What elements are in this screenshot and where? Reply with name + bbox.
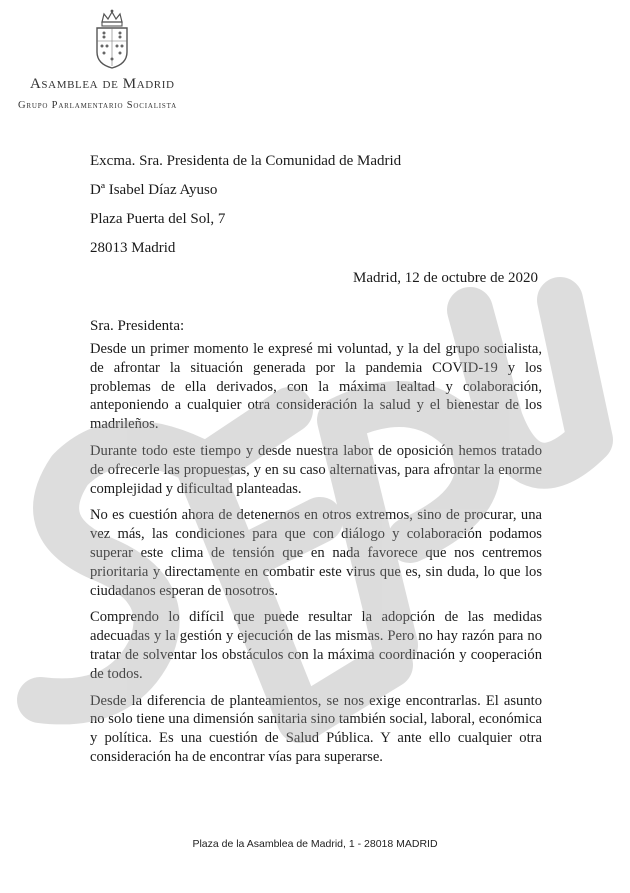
crest-icon bbox=[90, 8, 134, 70]
address-line: 28013 Madrid bbox=[90, 240, 176, 256]
group-name: Grupo Parlamentario Socialista bbox=[18, 100, 178, 111]
address-line: Excma. Sra. Presidenta de la Comunidad de Madrid bbox=[90, 153, 402, 169]
paragraph: Desde un primer momento le expresé mi voluntad, y la del grupo socialista, de afrontar la situación generada por la pandemia COVID-19 y los problemas de ella derivados, con la máxima lealtad y colaboración, anteponiendo a cualquier otra consideración la salud y el bienestar de los madrileños. bbox=[90, 341, 542, 433]
letter-date: Madrid, 12 de octubre de 2020 bbox=[353, 270, 538, 286]
paragraph: Desde la diferencia de planteamientos, se nos exige encontrarlas. El asunto no solo tiene una dimensión sanitaria sino también social, laboral, económica y política. Es una cuestión de Salud Pública. Y ante ello cualquier otra consideración ha de encontrar vías para superarse. bbox=[90, 692, 542, 765]
salutation: Sra. Presidenta: bbox=[90, 318, 185, 334]
paragraph: Comprendo lo difícil que puede resultar la adopción de las medidas adecuadas y la gestión y ejecución de las mismas. Pero no hay razón para no tratar de solventar los obstáculos con la máxima coordinación y cooperación de todos. bbox=[90, 609, 542, 682]
letter-body bbox=[90, 340, 542, 775]
recipient-address bbox=[90, 147, 401, 263]
paragraph: No es cuestión ahora de detenernos en otros extremos, sino de procurar, una vez más, las condiciones para que con diálogo y colaboración podamos superar este clima de tensión que en nada favorece que nos centremos prioritaria y directamente en combatir este virus que es, sin duda, lo que los ciudadanos esperan de nosotros. bbox=[90, 507, 542, 599]
address-line: Dª Isabel Díaz Ayuso bbox=[90, 182, 218, 198]
address-line: Plaza Puerta del Sol, 7 bbox=[90, 211, 226, 227]
footer-address: Plaza de la Asamblea de Madrid, 1 - 28018 MADRID bbox=[192, 838, 438, 850]
organization-name: Asamblea de Madrid bbox=[30, 76, 175, 92]
paragraph: Durante todo este tiempo y desde nuestra labor de oposición hemos tratado de ofrecerle las propuestas, y en su caso alternativas, para afrontar la enorme complejidad y dificultad planteadas. bbox=[90, 442, 542, 497]
